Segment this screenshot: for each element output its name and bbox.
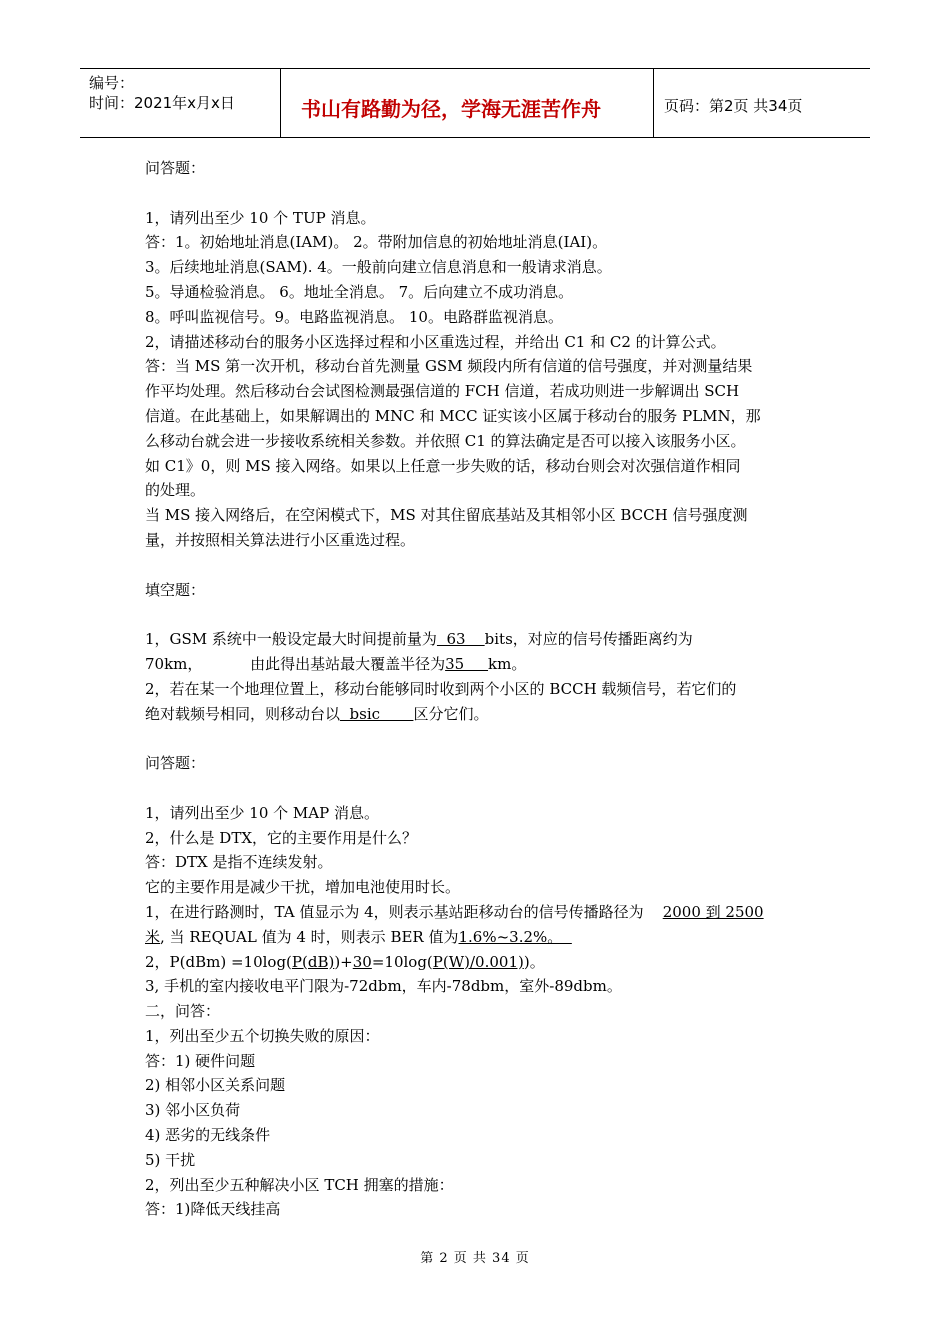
question-line: 1，请列出至少 10 个 MAP 消息。 [145,803,379,822]
page-number-label: 页码：第2页 共34页 [664,97,803,115]
answer-line: 的处理。 [145,481,206,500]
answer-line: 5。导通检验消息。 6。地址全消息。 7。后向建立不成功消息。 [145,282,574,301]
answer-line: 么移动台就会进一步接收系统相关参数。并依照 C1 的算法确定是否可以接入该服务小区。 [145,431,746,450]
section-heading: 二，问答： [145,1002,221,1021]
text-span: 70km， 由此得出基站最大覆盖半径为 [145,654,446,673]
section-heading: 问答题： [145,754,206,773]
text-span: =10log( [371,952,433,971]
formula-line [145,950,810,975]
text-span: 2，P(dBm) =10log( [145,952,292,971]
answer-line: 它的主要作用是减少干扰，增加电池使用时长。 [145,878,461,897]
fill-answer: P(dB) [291,952,335,971]
fill-line [145,652,810,677]
section-heading: 问答题： [145,159,206,177]
page-footer: 第 2 页 共 34 页 [420,1251,530,1266]
header-meta [80,69,281,137]
text-span: , 当 REQUAL 值为 4 时，则表示 BER 值为 [160,927,459,946]
fill-answer: 35 [445,654,489,673]
spacer [145,602,810,627]
text-span: )+ [334,952,353,971]
spacer [145,726,810,751]
header-motto-cell [281,69,654,137]
answer-line: 信道。在此基础上，如果解调出的 MNC 和 MCC 证实该小区属于移动台的服务 PLMN，那 [145,406,761,425]
fill-line [145,900,810,925]
fill-line [145,925,810,950]
answer-line: 如 C1》0，则 MS 接入网络。如果以上任意一步失败的话，移动台则会对次强信道作相同 [145,456,741,475]
answer-line: 答：1) 硬件问题 [145,1051,256,1070]
answer-line: 作平均处理。然后移动台会试图检测最强信道的 FCH 信道，若成功则进一步解调出 SCH [145,382,740,401]
time-label: 时间：2021年x月x日 [89,94,235,112]
text-span: bits，对应的信号传播距离约为 [484,630,693,649]
question-line: 2，请描述移动台的服务小区选择过程和小区重选过程，并给出 C1 和 C2 的计算公式。 [145,332,726,351]
section-heading: 填空题： [145,580,206,599]
text-span: )。 [523,952,545,971]
answer-line: 答：1。初始地址消息(IAM)。 2。带附加信息的初始地址消息(IAI)。 [145,233,608,252]
text-span: 1，GSM 系统中一般设定最大时间提前量为 [145,630,437,649]
answer-line: 5) 干扰 [145,1150,196,1169]
fill-answer: 2000 到 2500 [662,902,764,921]
answer-line: 答：DTX 是指不连续发射。 [145,853,333,872]
answer-line: 3。后续地址消息(SAM). 4。一般前向建立信息消息和一般请求消息。 [145,258,612,277]
spacer [145,553,810,578]
question-line: 2，什么是 DTX，它的主要作用是什么？ [145,828,418,847]
fill-answer: 米 [145,927,161,946]
answer-line: 4) 恶劣的无线条件 [145,1126,271,1145]
answer-line: 2) 相邻小区关系问题 [145,1076,286,1095]
spacer [145,776,810,801]
fill-line [145,627,810,652]
fill-line [145,702,810,727]
document-body [145,156,810,1222]
answer-line: 当 MS 接入网络后，在空闲模式下，MS 对其住留底基站及其相邻小区 BCCH 信号强度测 [145,506,748,525]
number-label: 编号： [89,74,135,92]
answer-line: 量，并按照相关算法进行小区重选过程。 [145,530,416,549]
answer-line: 答：当 MS 第一次开机，移动台首先测量 GSM 频段内所有信道的信号强度，并对测量结果 [145,357,753,376]
fill-answer: 63 [436,630,485,649]
text-span: 绝对载频号相同，则移动台以 [145,704,341,723]
text-span: 1，在进行路测时，TA 值显示为 4，则表示基站距移动台的信号传播路径为 [145,902,663,921]
answer-line: 答：1)降低天线挂高 [145,1200,281,1219]
question-line: 2，列出至少五种解决小区 TCH 拥塞的措施： [145,1175,454,1194]
answer-line: 3) 邻小区负荷 [145,1101,241,1120]
question-line: 1，请列出至少 10 个 TUP 消息。 [145,208,376,227]
fill-answer: bsic [340,704,414,723]
fill-answer: 1.6%~3.2%。 [458,927,572,946]
answer-line: 3, 手机的室内接收电平门限为-72dbm，车内-78dbm，室外-89dbm。 [145,977,622,996]
fill-answer: 30 [352,952,372,971]
spacer [145,181,810,206]
header-page-cell [654,69,870,137]
question-line: 1，列出至少五个切换失败的原因： [145,1026,380,1045]
fill-line: 2，若在某一个地理位置上，移动台能够同时收到两个小区的 BCCH 载频信号，若它们的 [145,679,737,698]
text-span: 区分它们。 [413,704,489,723]
page-header [80,68,870,138]
answer-line: 8。呼叫监视信号。9。电路监视消息。 10。电路群监视消息。 [145,307,563,326]
fill-answer: P(W)/0.001) [432,952,524,971]
motto: 书山有路勤为径，学海无涯苦作舟 [301,97,601,121]
text-span: km。 [488,654,527,673]
